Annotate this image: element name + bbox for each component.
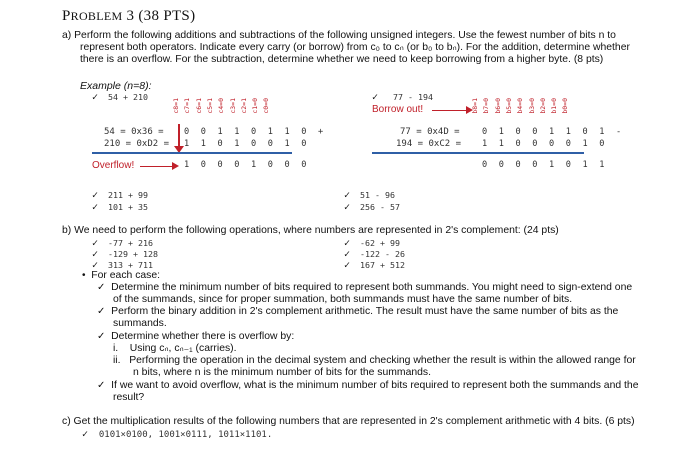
carry-label-5: c3=1	[228, 98, 237, 114]
problem-title: PROBLEM 3 (38 PTS)	[62, 8, 196, 24]
carry-down-arrow	[178, 124, 180, 148]
sub-result-bits: 0 0 0 0 1 0 1 1	[482, 160, 608, 170]
task-left-2: ✓ 101 + 35	[92, 202, 148, 213]
borrow-label-0: b8=1	[471, 98, 479, 114]
example-label: Example (n=8):	[80, 80, 152, 92]
part-c-ops: ✓ 0101×0100, 1001×0111, 1011×1101.	[82, 429, 273, 440]
overflow-label: Overflow!	[92, 160, 135, 171]
part-a-line-3: there is an overflow. For the subtraction, determine whether we need to keep borrowing from a higher byte. (8 pts)	[80, 54, 604, 65]
borrow-label-8: b0=0	[561, 98, 570, 114]
carry-label-7: c1=0	[251, 98, 260, 114]
item-4-cont: result?	[113, 392, 145, 403]
borrow-label-4: b4=0	[516, 98, 525, 114]
op-right-3: ✓ 167 + 512	[344, 260, 405, 271]
task-right-2: ✓ 256 - 57	[344, 202, 400, 213]
sub-operand-2-label: 194 = 0xC2 =	[396, 139, 462, 149]
task-right-1: ✓ 51 - 96	[344, 190, 395, 201]
borrow-out-label: Borrow out!	[372, 104, 424, 115]
op-left-1: ✓ -77 + 216	[92, 238, 153, 249]
item-2-cont: summands.	[113, 318, 167, 329]
borrow-label-7: b1=0	[550, 98, 559, 114]
for-each-case: • For each case:	[82, 270, 161, 281]
borrow-label-1: b7=0	[482, 98, 491, 114]
borrow-arrow	[432, 110, 466, 111]
sub-operand-2-bits: 1 1 0 0 0 0 1 0	[482, 139, 608, 149]
borrow-arrow-head	[466, 106, 473, 114]
add-operand-2-label: 210 = 0xD2 =	[104, 139, 170, 149]
overflow-arrow	[140, 166, 172, 167]
borrow-label-5: b3=0	[527, 98, 536, 114]
item-1: ✓ Determine the minimum number of bits required to represent both summands. You might need to sign-extend one	[97, 282, 633, 293]
carry-label-0: c8=1	[172, 98, 180, 114]
part-b-line: b) We need to perform the following operations, where numbers are represented in 2's complement: (24 pts)	[62, 225, 559, 236]
borrow-label-2: b6=0	[493, 98, 502, 114]
overflow-arrow-head	[172, 162, 179, 170]
carry-label-1: c7=1	[183, 98, 192, 114]
op-right-2: ✓ -122 - 26	[344, 249, 405, 260]
add-operand-1-label: 54 = 0x36 =	[104, 127, 164, 137]
example-2: ✓ 77 - 194	[372, 92, 433, 103]
add-operand-1-bits: 0 0 1 1 0 1 1 0 +	[184, 127, 327, 137]
carry-label-4: c4=0	[217, 98, 226, 114]
item-3-ii: ii. Performing the operation in the decimal system and checking whether the result is within the allowed range for	[113, 355, 636, 366]
carry-label-6: c2=1	[239, 98, 248, 114]
add-operand-2-bits: 1 1 0 1 0 0 1 0	[184, 139, 310, 149]
item-1-cont: of the summands, since for proper summation, both summands must have the same number of bits.	[113, 294, 573, 305]
part-c-line: c) Get the multiplication results of the following numbers that are represented in 2's complement arithmetic with 4 bits. (6 pts)	[62, 416, 635, 427]
sub-rule	[372, 152, 584, 154]
carry-label-2: c6=1	[194, 98, 203, 114]
add-rule	[92, 152, 292, 154]
sub-operand-1-label: 77 = 0x4D =	[400, 127, 460, 137]
item-4: ✓ If we want to avoid overflow, what is the minimum number of bits required to represent both the summands and the	[97, 380, 639, 391]
op-right-1: ✓ -62 + 99	[344, 238, 400, 249]
borrow-label-3: b5=0	[504, 98, 513, 114]
part-a-line-2: represent both operators. Indicate every carry (or borrow) from c₀ to cₙ (or b₀ to bₙ). For the addition, determine whether	[80, 42, 630, 53]
part-a-line-1: a) Perform the following additions and subtractions of the following unsigned integers. Use the fewest number of bits n to	[62, 30, 616, 41]
item-3: ✓ Determine whether there is overflow by:	[97, 331, 295, 342]
op-left-3: ✓ 313 + 711	[92, 260, 153, 271]
item-3-i: i. Using cₙ, cₙ₋₁ (carries).	[113, 343, 237, 354]
sub-operand-1-bits: 0 1 0 0 1 1 0 1 -	[482, 127, 625, 137]
item-2: ✓ Perform the binary addition in 2's complement arithmetic. The result must have the same number of bits as the	[97, 306, 619, 317]
item-3-ii-cont: n bits, where n is the minimum number of bits for the summands.	[133, 367, 431, 378]
add-result-bits: 1 0 0 0 1 0 0 0	[184, 160, 310, 170]
borrow-label-6: b2=0	[538, 98, 547, 114]
carry-label-8: c0=0	[262, 98, 271, 114]
op-left-2: ✓ -129 + 128	[92, 249, 158, 260]
task-left-1: ✓ 211 + 99	[92, 190, 148, 201]
carry-label-3: c5=1	[205, 98, 214, 114]
example-1: ✓ 54 + 210	[92, 92, 148, 103]
